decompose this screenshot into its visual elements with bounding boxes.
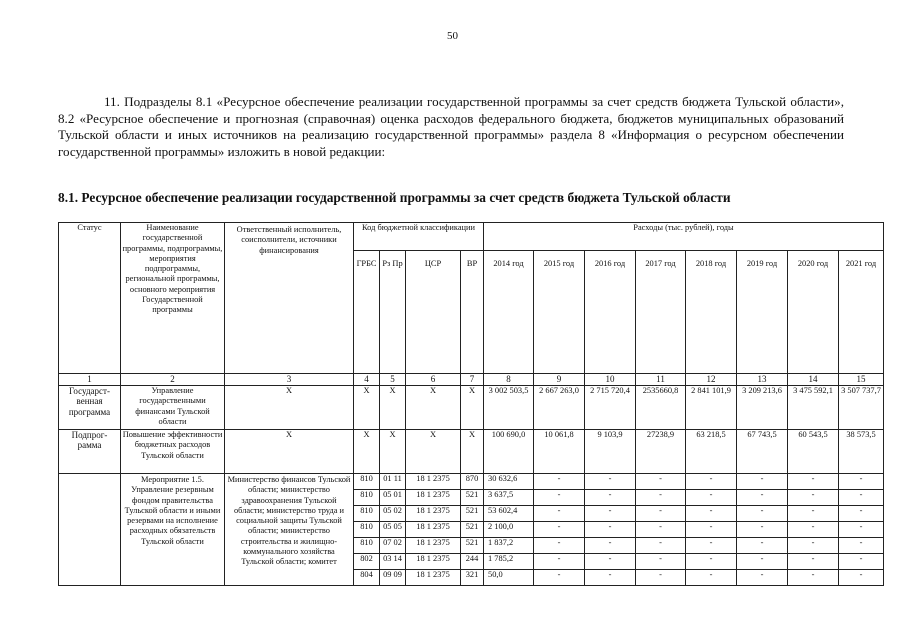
- measure-csr: 18 1 2375: [406, 506, 461, 522]
- measure-dash: -: [686, 570, 737, 586]
- measure-dash: -: [788, 554, 839, 570]
- measure-dash: -: [585, 522, 636, 538]
- measure-dash: -: [636, 506, 686, 522]
- measure-dash: -: [636, 570, 686, 586]
- measure-rzpr: 05 02: [380, 506, 406, 522]
- header-row-1: [59, 223, 884, 251]
- header-year: 2016 год: [585, 251, 636, 374]
- program-value: 3 475 592,1: [788, 386, 839, 430]
- measure-dash: -: [534, 522, 585, 538]
- col-number: 12: [686, 374, 737, 386]
- col-number: 3: [225, 374, 354, 386]
- header-year: 2017 год: [636, 251, 686, 374]
- amendment-paragraph: [58, 94, 844, 160]
- measure-rzpr: 05 05: [380, 522, 406, 538]
- measure-csr: 18 1 2375: [406, 522, 461, 538]
- subprogram-name: Повышение эффективности бюджетных расходов Тульской области: [121, 430, 225, 474]
- table-row-measure: [59, 474, 884, 490]
- measure-dash: -: [839, 554, 884, 570]
- measure-dash: -: [839, 474, 884, 490]
- header-year: 2014 год: [484, 251, 534, 374]
- header-year: 2019 год: [737, 251, 788, 374]
- measure-dash: -: [585, 570, 636, 586]
- header-budget-code: Код бюджетной классификации: [354, 223, 484, 251]
- measure-dash: -: [636, 522, 686, 538]
- col-number: 5: [380, 374, 406, 386]
- measure-dash: -: [585, 554, 636, 570]
- measure-rzpr: 07 02: [380, 538, 406, 554]
- col-number: 7: [461, 374, 484, 386]
- program-value: 3 209 213,6: [737, 386, 788, 430]
- measure-csr: 18 1 2375: [406, 474, 461, 490]
- subprogram-responsible: X: [225, 430, 354, 474]
- measure-dash: -: [534, 490, 585, 506]
- col-number: 11: [636, 374, 686, 386]
- header-rzpr: Рз Пр: [380, 251, 406, 374]
- measure-dash: -: [788, 522, 839, 538]
- measure-dash: -: [839, 506, 884, 522]
- measure-dash: -: [737, 570, 788, 586]
- measure-dash: -: [686, 522, 737, 538]
- header-responsible: Ответственный исполнитель, соисполнители, источники финансирования: [225, 223, 354, 374]
- program-value: 3 002 503,5: [484, 386, 534, 430]
- measure-dash: -: [585, 474, 636, 490]
- measure-csr: 18 1 2375: [406, 554, 461, 570]
- measure-dash: -: [737, 474, 788, 490]
- subprogram-value: 27238,9: [636, 430, 686, 474]
- amendment-text: 11. Подразделы 8.1 «Ресурсное обеспечение реализации государственной программы за счет средств бюджета Тульской области», 8.2 «Ресурсное обеспечение и прогнозная (справочная) оценка расходов федерального бюджета, бюджетов муниципальных образований Тульской области и иных источников на реализацию государственной программы» раздела 8 «Информация о ресурсном обеспечении государственной программы» изложить в новой редакции:: [58, 94, 844, 159]
- measure-dash: -: [788, 474, 839, 490]
- col-number: 13: [737, 374, 788, 386]
- measure-dash: -: [534, 570, 585, 586]
- column-number-row: [59, 374, 884, 386]
- col-number: 14: [788, 374, 839, 386]
- measure-dash: -: [839, 538, 884, 554]
- measure-dash: -: [788, 490, 839, 506]
- header-year: 2020 год: [788, 251, 839, 374]
- measure-dash: -: [788, 570, 839, 586]
- measure-dash: -: [788, 506, 839, 522]
- subprogram-value: 67 743,5: [737, 430, 788, 474]
- col-number: 1: [59, 374, 121, 386]
- measure-value-2014: 1 837,2: [484, 538, 534, 554]
- col-number: 4: [354, 374, 380, 386]
- header-year: 2015 год: [534, 251, 585, 374]
- subprogram-value: 38 573,5: [839, 430, 884, 474]
- program-vr: X: [461, 386, 484, 430]
- header-name: Наименование государственной программы, подпрограммы, мероприятия подпрограммы, региональной программы, основного мероприятия Государственной программы: [121, 223, 225, 374]
- measure-dash: -: [839, 490, 884, 506]
- program-value: 2 841 101,9: [686, 386, 737, 430]
- col-number: 9: [534, 374, 585, 386]
- measure-dash: -: [686, 490, 737, 506]
- col-number: 6: [406, 374, 461, 386]
- measure-dash: -: [686, 506, 737, 522]
- measure-dash: -: [636, 490, 686, 506]
- measure-dash: -: [737, 538, 788, 554]
- table-row-subprogram: [59, 430, 884, 474]
- measure-grbs: 810: [354, 506, 380, 522]
- col-number: 2: [121, 374, 225, 386]
- measure-grbs: 810: [354, 522, 380, 538]
- subprogram-rzpr: X: [380, 430, 406, 474]
- subprogram-csr: X: [406, 430, 461, 474]
- measure-dash: -: [585, 506, 636, 522]
- subprogram-value: 10 061,8: [534, 430, 585, 474]
- header-year: 2018 год: [686, 251, 737, 374]
- measure-dash: -: [585, 490, 636, 506]
- program-status: Государст-венная программа: [59, 386, 121, 430]
- measure-grbs: 804: [354, 570, 380, 586]
- program-value: 3 507 737,7: [839, 386, 884, 430]
- measure-dash: -: [737, 506, 788, 522]
- section-heading: 8.1. Ресурсное обеспечение реализации государственной программы за счет средств бюджета Тульской области: [58, 190, 731, 205]
- subprogram-grbs: X: [354, 430, 380, 474]
- measure-dash: -: [636, 538, 686, 554]
- measure-value-2014: 2 100,0: [484, 522, 534, 538]
- measure-dash: -: [534, 506, 585, 522]
- measure-dash: -: [534, 554, 585, 570]
- measure-grbs: 810: [354, 538, 380, 554]
- header-csr: ЦСР: [406, 251, 461, 374]
- measure-csr: 18 1 2375: [406, 490, 461, 506]
- table-row-program: [59, 386, 884, 430]
- measure-name: Мероприятие 1.5. Управление резервным фондом правительства Тульской области и иными резервами на исполнение расходных обязательств Тульской области: [121, 474, 225, 586]
- measure-vr: 521: [461, 490, 484, 506]
- header-grbs: ГРБС: [354, 251, 380, 374]
- measure-vr: 521: [461, 538, 484, 554]
- measure-vr: 321: [461, 570, 484, 586]
- measure-csr: 18 1 2375: [406, 538, 461, 554]
- measure-dash: -: [839, 570, 884, 586]
- header-vr: ВР: [461, 251, 484, 374]
- resource-table: [58, 222, 884, 586]
- measure-dash: -: [686, 538, 737, 554]
- page-number: 50: [447, 30, 458, 42]
- subprogram-value: 63 218,5: [686, 430, 737, 474]
- program-rzpr: X: [380, 386, 406, 430]
- measure-vr: 521: [461, 506, 484, 522]
- measure-rzpr: 03 14: [380, 554, 406, 570]
- measure-responsible: Министерство финансов Тульской области; министерство здравоохранения Тульской области; министерство труда и социальной защиты Тульской области; министерство строительства и жилищно-коммунального хозяйства Тульской области; комитет: [225, 474, 354, 586]
- measure-value-2014: 30 632,6: [484, 474, 534, 490]
- col-number: 15: [839, 374, 884, 386]
- measure-grbs: 802: [354, 554, 380, 570]
- measure-vr: 870: [461, 474, 484, 490]
- measure-status: [59, 474, 121, 586]
- subprogram-value: 100 690,0: [484, 430, 534, 474]
- measure-dash: -: [788, 538, 839, 554]
- measure-csr: 18 1 2375: [406, 570, 461, 586]
- subprogram-value: 60 543,5: [788, 430, 839, 474]
- measure-grbs: 810: [354, 490, 380, 506]
- measure-rzpr: 05 01: [380, 490, 406, 506]
- measure-vr: 521: [461, 522, 484, 538]
- header-year: 2021 год: [839, 251, 884, 374]
- measure-dash: -: [737, 522, 788, 538]
- subprogram-vr: X: [461, 430, 484, 474]
- measure-dash: -: [534, 474, 585, 490]
- header-expenses: Расходы (тыс. рублей), годы: [484, 223, 884, 251]
- program-grbs: X: [354, 386, 380, 430]
- measure-dash: -: [534, 538, 585, 554]
- measure-rzpr: 01 11: [380, 474, 406, 490]
- measure-dash: -: [636, 554, 686, 570]
- measure-value-2014: 53 602,4: [484, 506, 534, 522]
- col-number: 10: [585, 374, 636, 386]
- measure-vr: 244: [461, 554, 484, 570]
- measure-value-2014: 3 637,5: [484, 490, 534, 506]
- header-status: Статус: [59, 223, 121, 374]
- program-csr: X: [406, 386, 461, 430]
- program-value: 2 715 720,4: [585, 386, 636, 430]
- program-responsible: X: [225, 386, 354, 430]
- measure-dash: -: [686, 474, 737, 490]
- measure-dash: -: [737, 490, 788, 506]
- subprogram-status: Подпрог-рамма: [59, 430, 121, 474]
- measure-rzpr: 09 09: [380, 570, 406, 586]
- measure-dash: -: [839, 522, 884, 538]
- measure-dash: -: [636, 474, 686, 490]
- program-value: 2 667 263,0: [534, 386, 585, 430]
- measure-value-2014: 1 785,2: [484, 554, 534, 570]
- program-value: 2535660,8: [636, 386, 686, 430]
- measure-grbs: 810: [354, 474, 380, 490]
- program-name: Управление государственными финансами Тульской области: [121, 386, 225, 430]
- measure-dash: -: [585, 538, 636, 554]
- subprogram-value: 9 103,9: [585, 430, 636, 474]
- measure-dash: -: [737, 554, 788, 570]
- measure-value-2014: 50,0: [484, 570, 534, 586]
- col-number: 8: [484, 374, 534, 386]
- measure-dash: -: [686, 554, 737, 570]
